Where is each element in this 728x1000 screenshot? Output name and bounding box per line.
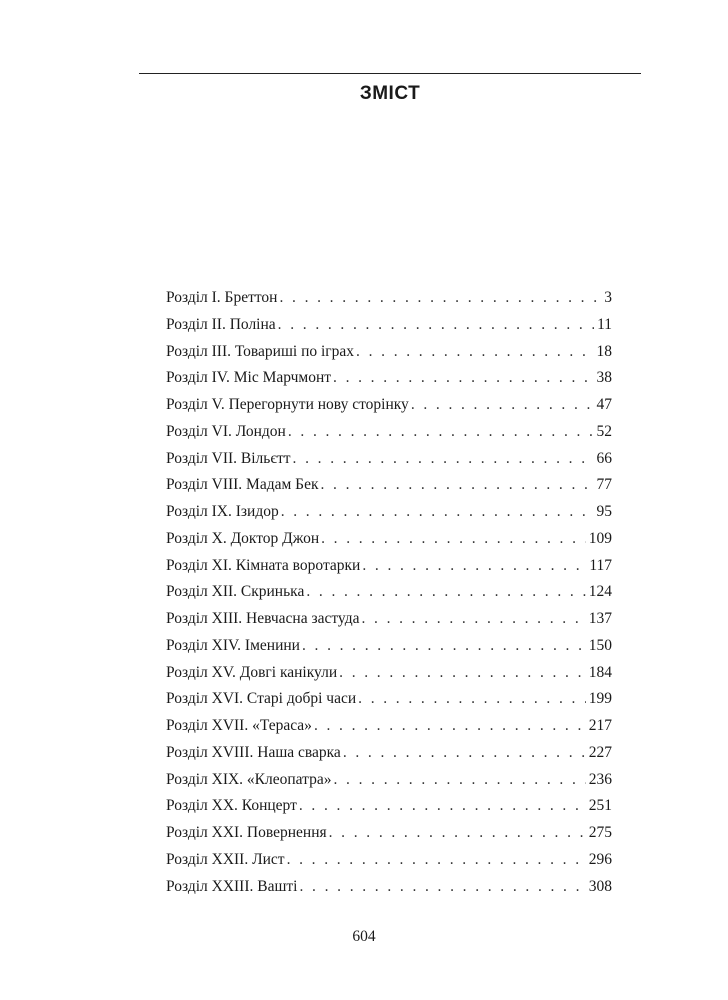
toc-entry-page: 137 [588,610,612,627]
toc-entry-page: 251 [588,797,612,815]
toc-entry[interactable] [166,553,612,580]
toc-entry-page: 11 [597,315,612,333]
toc-entry-page: 124 [588,583,612,601]
toc-entry-label: Розділ X. Доктор Джон [166,529,320,547]
toc-entry-page: 217 [588,717,612,734]
toc-entry-label: Розділ XXI. Повернення [166,824,327,841]
toc-entry-label: Розділ XXII. Лист [166,850,285,868]
dot-leader [293,446,594,473]
dot-leader [333,365,593,392]
toc-entry-label: Розділ IV. Міс Марчмонт [166,369,332,387]
toc-entry[interactable] [166,847,612,874]
dot-leader [320,472,593,499]
toc-entry-page: 109 [588,529,612,547]
toc-entry-label: Розділ XVII. «Тераса» [166,717,312,734]
toc-entry[interactable] [166,606,612,633]
toc-entry-page: 95 [596,503,612,520]
dot-leader [361,606,585,633]
toc-entry-label: Розділ VIII. Мадам Бек [166,476,319,494]
dot-leader [321,526,586,553]
toc-entry-page: 52 [596,422,612,440]
toc-entry[interactable] [166,793,612,820]
toc-entry[interactable] [166,339,612,366]
toc-entry-label: Розділ XXIII. Вашті [166,877,298,895]
toc-entry-label: Розділ XI. Кімната воротарки [166,556,361,574]
dot-leader [362,553,586,580]
toc-entry-label: Розділ V. Перегорнути нову сторінку [166,396,409,413]
toc-entry[interactable] [166,312,612,339]
toc-entry-label: Розділ І. Бреттон [166,289,278,306]
toc-entry[interactable] [166,472,612,499]
toc-entry-page: 3 [604,289,612,306]
dot-leader [278,312,594,339]
table-of-contents [166,285,612,900]
toc-entry[interactable] [166,392,612,419]
dot-leader [287,847,586,874]
toc-entry-page: 236 [588,770,612,788]
toc-entry[interactable] [166,446,612,473]
dot-leader [334,767,586,794]
toc-entry-label: Розділ VI. Лондон [166,422,286,440]
page-number: 604 [352,928,376,945]
header-rule [139,73,641,74]
toc-entry-page: 47 [596,396,612,413]
toc-entry-label: Розділ VII. Вільєтт [166,449,291,467]
toc-entry[interactable] [166,740,612,767]
dot-leader [288,419,594,446]
toc-entry[interactable] [166,499,612,526]
dot-leader [343,740,586,767]
page-title: ЗМІСТ [359,83,421,104]
toc-entry-page: 117 [589,556,612,574]
dot-leader [356,339,593,366]
toc-entry[interactable] [166,285,612,312]
dot-leader [314,713,586,740]
dot-leader [299,793,586,820]
toc-entry-page: 296 [588,850,612,868]
toc-entry-label: Розділ IX. Ізидор [166,503,279,520]
dot-leader [300,874,586,901]
toc-entry-page: 275 [588,824,612,841]
toc-entry[interactable] [166,526,612,553]
dot-leader [329,820,586,847]
toc-entry-label: Розділ XIX. «Клеопатра» [166,770,332,788]
toc-entry-label: Розділ XX. Концерт [166,797,297,815]
dot-leader [281,499,594,526]
toc-entry[interactable] [166,633,612,660]
dot-leader [306,579,585,606]
dot-leader [279,285,601,312]
toc-entry-page: 227 [588,743,612,761]
toc-entry[interactable] [166,579,612,606]
toc-entry-label: Розділ ІІ. Поліна [166,315,276,333]
toc-entry-page: 77 [596,476,612,494]
toc-entry-label: Розділ XIV. Іменини [166,636,300,654]
toc-entry[interactable] [166,767,612,794]
toc-entry[interactable] [166,365,612,392]
toc-entry-label: Розділ XII. Скринька [166,583,305,601]
toc-entry-label: Розділ XVI. Старі добрі часи [166,690,357,708]
toc-entry[interactable] [166,686,612,713]
toc-entry-page: 308 [588,877,612,895]
toc-entry[interactable] [166,713,612,740]
toc-entry[interactable] [166,419,612,446]
toc-entry-label: Розділ XV. Довгі канікули [166,663,338,681]
toc-entry[interactable] [166,874,612,901]
toc-entry-page: 66 [596,449,612,467]
dot-leader [302,633,586,660]
dot-leader [411,392,594,419]
toc-entry-page: 38 [596,369,612,387]
toc-entry[interactable] [166,820,612,847]
toc-entry[interactable] [166,660,612,687]
toc-entry-label: Розділ ІІІ. Товариші по іграх [166,342,355,360]
toc-entry-page: 199 [588,690,612,708]
toc-entry-page: 18 [596,342,612,360]
toc-entry-label: Розділ XIII. Невчасна застуда [166,610,360,627]
dot-leader [358,686,586,713]
toc-entry-label: Розділ XVIII. Наша сварка [166,743,341,761]
toc-entry-page: 150 [588,636,612,654]
toc-entry-page: 184 [588,663,612,681]
dot-leader [339,660,586,687]
